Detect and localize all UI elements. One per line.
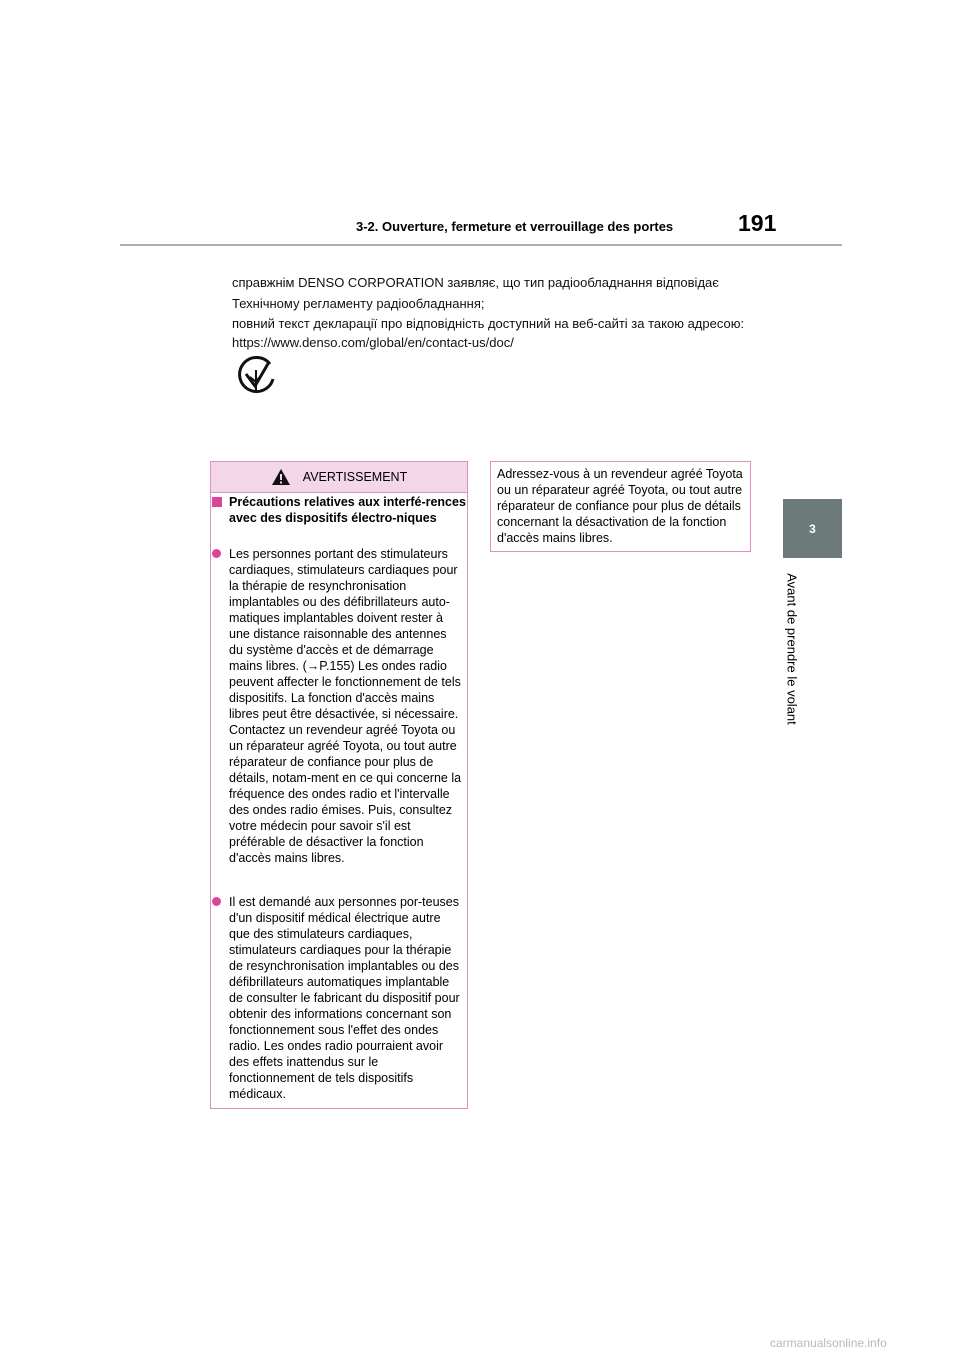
note-text: Adressez-vous à un revendeur agréé Toyota ou un réparateur agréé Toyota, ou tout autre réparateur de confiance pour plus de détails concernant la désactivation de la fonction d'accès mains libres. (497, 467, 743, 545)
ua-declaration-line-3: повний текст декларації про відповідність доступний на веб-сайті за такою адресою: (232, 316, 745, 331)
page-number: 191 (738, 210, 777, 236)
warning-item-text: Les personnes portant des stimulateurs cardiaques, stimulateurs cardiaques pour la thérapie de resynchronisation implantables ou des défibrillateurs auto-matiques implantables doivent rester à une distance raisonnable des antennes du système d'accès et de démarrage mains libres. (→P.155) Les ondes radio peuvent affecter le fonctionnement de tels dispositifs. La fonction d'accès mains libres peut être désactivée, si nécessaire. Contactez un revendeur agréé Toyota ou un réparateur agréé Toyota, ou tout autre réparateur de confiance pour plus de détails, notam-ment en ce qui concerne la fréquence des ondes radio et l'intervalle des ondes radio émises. Puis, consultez votre médecin pour savoir s'il est préférable de désactiver la fonction d'accès mains libres. (229, 547, 462, 865)
chapter-label (770, 566, 814, 732)
warning-item (212, 546, 462, 866)
square-bullet-icon (212, 497, 222, 507)
footer-watermark: carmanualsonline.info (770, 1336, 887, 1350)
warning-heading (212, 494, 467, 526)
section-title: 3-2. Ouverture, fermeture et verrouillage des portes (356, 219, 674, 234)
warning-divider (211, 492, 467, 493)
header-rule (120, 244, 842, 246)
warning-item (212, 894, 462, 1102)
chapter-number: 3 (809, 521, 816, 536)
ua-declaration-line-1: справжнім DENSO CORPORATION заявляє, що тип радіообладнання відповідає (232, 275, 719, 290)
ukrainian-conformity-mark-icon (234, 354, 278, 398)
warning-title: AVERTISSEMENT (302, 470, 408, 484)
warning-heading-text: Précautions relatives aux interfé-rences avec des dispositifs électro-niques (229, 495, 466, 525)
chapter-label-text: Avant de prendre le volant (784, 573, 800, 725)
round-bullet-icon (212, 897, 221, 906)
note-box (490, 461, 751, 552)
warning-header (211, 462, 467, 492)
warning-item-text: Il est demandé aux personnes por-teuses d'un dispositif médical électrique autre que des stimulateurs cardiaques, stimulateurs cardiaques pour la thérapie de resynchronisation implantables ou des défibrillateurs automatiques implantable de consulter le fabricant du dispositif pour obtenir des informations concernant son fonctionnement sous l'effet des ondes radio. Les ondes radio pourraient avoir des effets inattendus sur le fonctionnement de tels dispositifs médicaux. (229, 895, 460, 1101)
ua-declaration-line-2: Технічному регламенту радіообладнання; (232, 296, 485, 311)
round-bullet-icon (212, 549, 221, 558)
warning-triangle-icon (271, 468, 291, 486)
ua-declaration-url: https://www.denso.com/global/en/contact-us/doc/ (232, 335, 514, 350)
chapter-tab (783, 499, 842, 558)
